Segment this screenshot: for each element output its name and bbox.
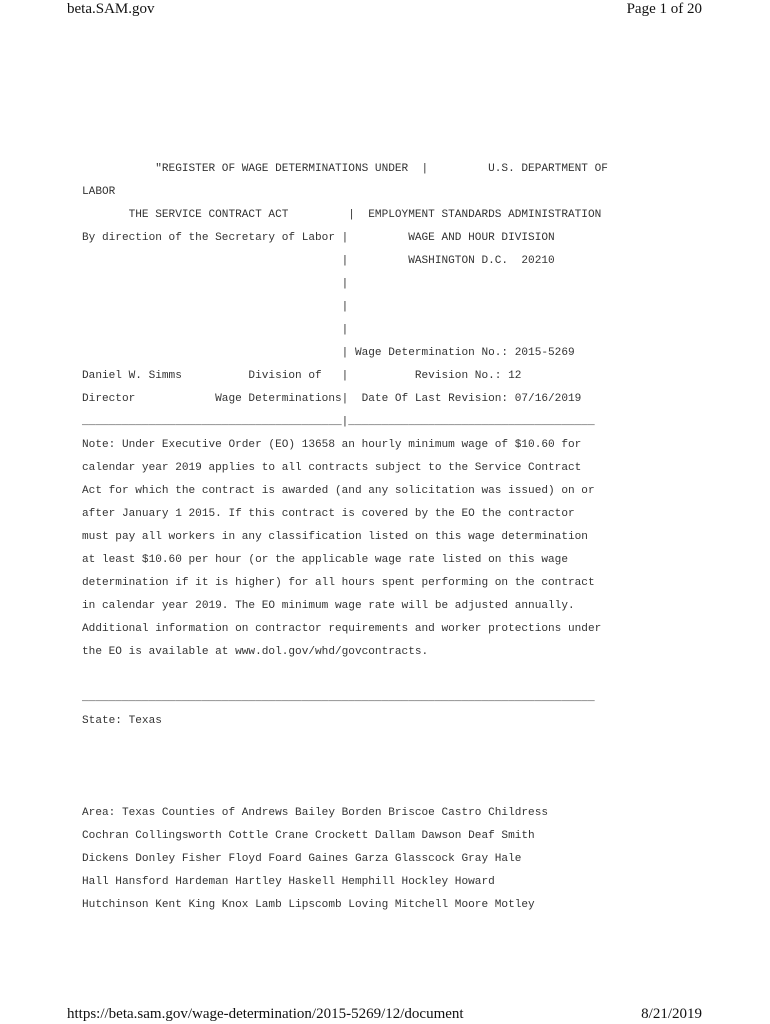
document-line: Director Wage Determinations| Date Of Last Revision: 07/16/2019: [82, 393, 582, 405]
document-line: Area: Texas Counties of Andrews Bailey Borden Briscoe Castro Childress: [82, 807, 549, 819]
document-line: THE SERVICE CONTRACT ACT | EMPLOYMENT STANDARDS ADMINISTRATION: [82, 209, 602, 221]
document-line: [82, 756, 608, 779]
document-line: | WASHINGTON D.C. 20210: [82, 255, 555, 267]
document-line: |: [82, 278, 349, 290]
document-line: Daniel W. Simms Division of | Revision No.: 12: [82, 370, 522, 382]
document-line: [82, 664, 608, 687]
document-line: after January 1 2015. If this contract is covered by the EO the contractor: [82, 508, 575, 520]
document-line: determination if it is higher) for all hours spent performing on the contract: [82, 577, 595, 589]
document-line: Hutchinson Kent King Knox Lamb Lipscomb Loving Mitchell Moore Motley: [82, 899, 535, 911]
document-line: calendar year 2019 applies to all contracts subject to the Service Contract: [82, 462, 582, 474]
document-line: in calendar year 2019. The EO minimum wage rate will be adjusted annually.: [82, 600, 575, 612]
document-line: State: Texas: [82, 715, 162, 727]
document-line: Additional information on contractor requirements and worker protections under: [82, 623, 602, 635]
document-line: Note: Under Executive Order (EO) 13658 an hourly minimum wage of $10.60 for: [82, 439, 582, 451]
document-line: |: [82, 301, 349, 313]
header-page-number: Page 1 of 20: [626, 1, 702, 17]
footer-date: 8/21/2019: [641, 1006, 702, 1022]
document-line: Cochran Collingsworth Cottle Crane Crockett Dallam Dawson Deaf Smith: [82, 830, 535, 842]
document-line: at least $10.60 per hour (or the applicable wage rate listed on this wage: [82, 554, 568, 566]
document-line: [82, 779, 608, 802]
header-site-name: beta.SAM.gov: [67, 1, 155, 17]
document-line: _______________________________________|_____________________________________: [82, 416, 595, 428]
document-line: "REGISTER OF WAGE DETERMINATIONS UNDER | U.S. DEPARTMENT OF: [82, 163, 608, 175]
footer-url: https://beta.sam.gov/wage-determination/2015-5269/12/document: [67, 1006, 464, 1022]
document-line: the EO is available at www.dol.gov/whd/govcontracts.: [82, 646, 429, 658]
document-line: | Wage Determination No.: 2015-5269: [82, 347, 575, 359]
document-line: Act for which the contract is awarded (and any solicitation was issued) on or: [82, 485, 595, 497]
document-line: Hall Hansford Hardeman Hartley Haskell Hemphill Hockley Howard: [82, 876, 495, 888]
document-line: Dickens Donley Fisher Floyd Foard Gaines Garza Glasscock Gray Hale: [82, 853, 522, 865]
document-body: [82, 158, 608, 917]
document-line: [82, 733, 608, 756]
document-line: By direction of the Secretary of Labor | WAGE AND HOUR DIVISION: [82, 232, 555, 244]
document-line: must pay all workers in any classification listed on this wage determination: [82, 531, 588, 543]
document-line: LABOR: [82, 186, 116, 198]
document-line: _____________________________________________________________________________: [82, 692, 595, 704]
document-line: |: [82, 324, 349, 336]
